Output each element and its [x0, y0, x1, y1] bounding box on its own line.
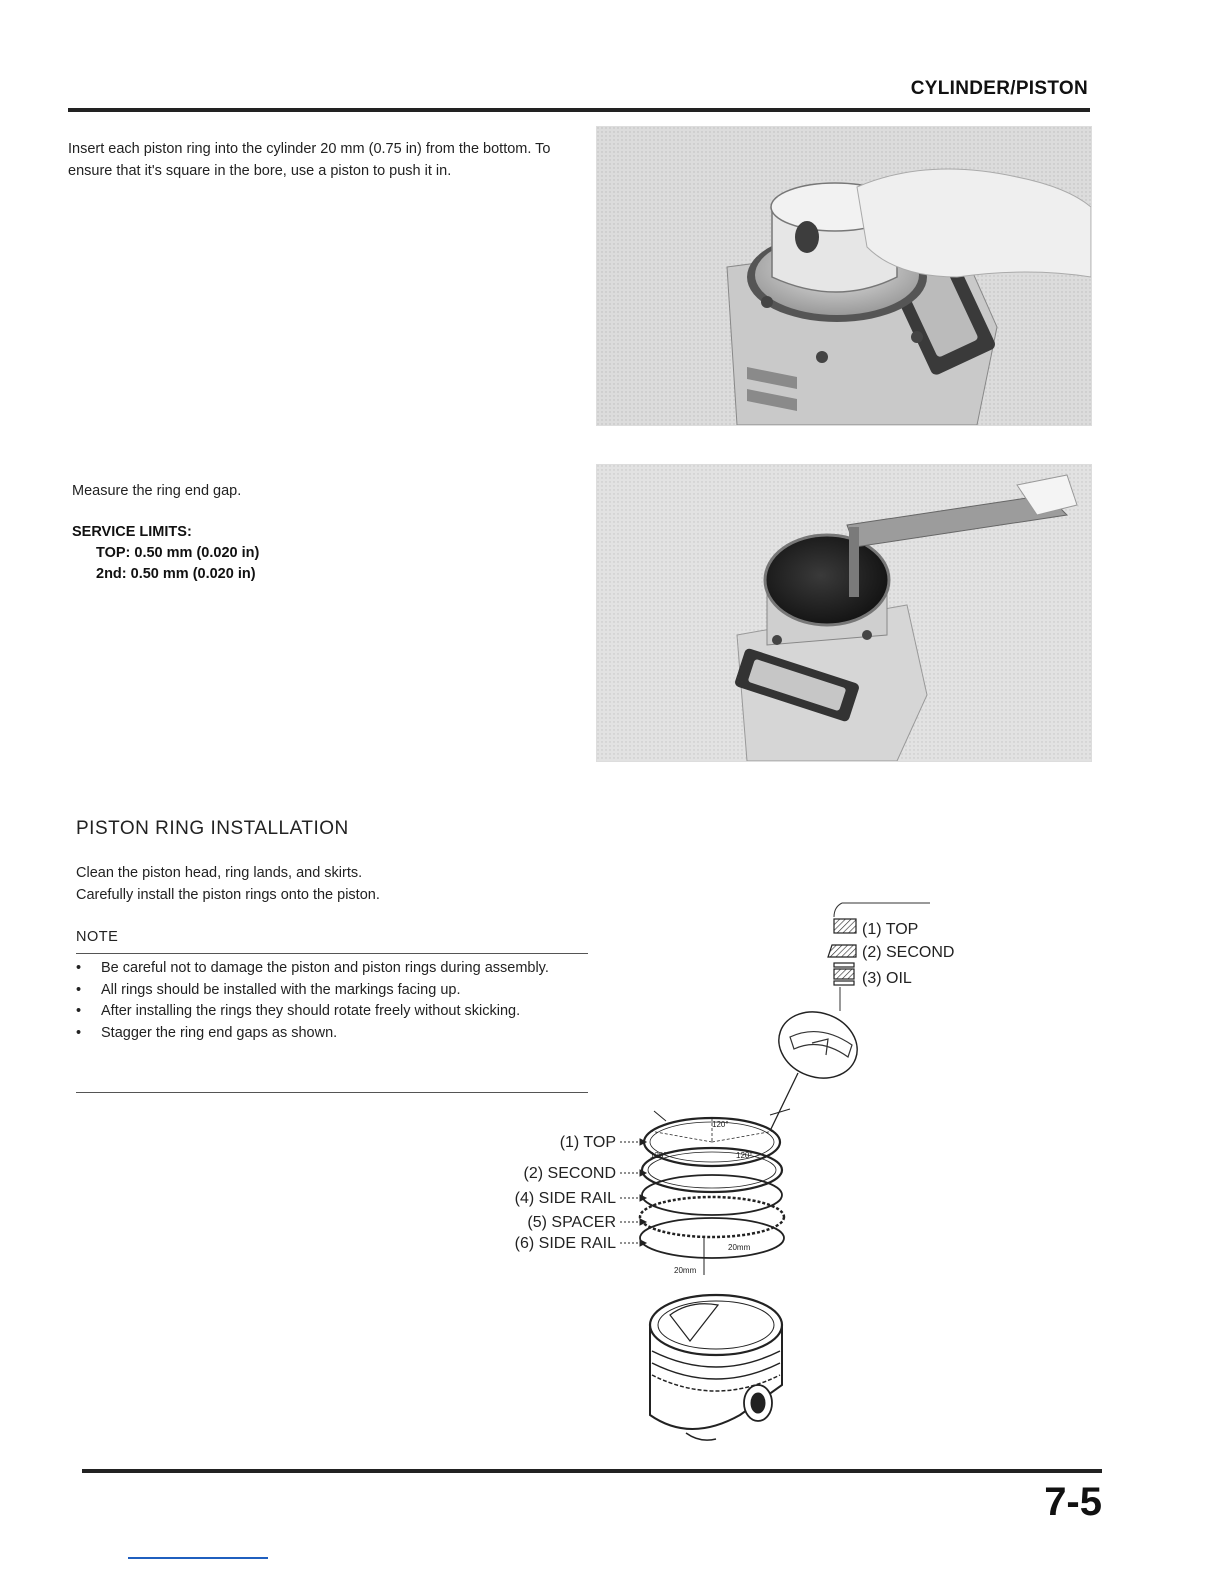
- ring-label-side-rail-upper: (4) SIDE RAIL: [514, 1190, 616, 1207]
- installation-line-install: Carefully install the piston rings onto the piston.: [76, 887, 380, 903]
- upper-side-rail: [642, 1175, 782, 1215]
- ring-stack-labels: [515, 1134, 646, 1252]
- page-header-title: CYLINDER/PISTON: [910, 78, 1088, 99]
- ring-label-second: (2) SECOND: [523, 1165, 616, 1182]
- piston-illustration: [650, 1295, 782, 1440]
- note-item: • Be careful not to damage the piston and piston rings during assembly.: [76, 958, 591, 980]
- rail-gap-distance-lower: 20mm: [674, 1266, 697, 1275]
- spacer-ring: [640, 1197, 784, 1237]
- scan-artifact-line: [128, 1557, 268, 1559]
- note-label: NOTE: [76, 929, 119, 945]
- gap-angle-top: 120°: [712, 1120, 729, 1129]
- photo-piston-pushing-ring: [596, 126, 1092, 426]
- ring-insert-instruction: Insert each piston ring into the cylinder 20 mm (0.75 in) from the bottom. To ensure that it's square in the bore, use a piston to push it in.: [68, 141, 551, 179]
- service-limit-top: TOP: 0.50 mm (0.020 in): [96, 545, 260, 561]
- service-limit-second: 2nd: 0.50 mm (0.020 in): [96, 566, 256, 582]
- ring-marking-detail: [769, 1001, 866, 1131]
- photo-feeler-gauge-measurement: [596, 464, 1092, 762]
- footer-divider: [82, 1469, 1102, 1473]
- ring-label-top: (1) TOP: [559, 1134, 616, 1151]
- top-ring-section-icon: [834, 919, 856, 933]
- piston-ring-stack: [640, 1109, 790, 1275]
- legend-second-label: (2) SECOND: [862, 944, 955, 961]
- ring-label-spacer: (5) SPACER: [527, 1214, 616, 1231]
- legend-top-label: (1) TOP: [862, 921, 919, 938]
- gap-angle-right: 120°: [736, 1151, 753, 1160]
- gap-angle-left: 120°: [650, 1151, 667, 1160]
- ring-gap-instruction: Measure the ring end gap.: [72, 483, 242, 499]
- piston-ring-diagram: [490, 895, 1010, 1455]
- header-divider: [68, 108, 1090, 112]
- rail-gap-distance-upper: 20mm: [728, 1243, 751, 1252]
- legend-oil-label: (3) OIL: [862, 970, 912, 987]
- service-limits-title: SERVICE LIMITS:: [72, 524, 192, 540]
- service-limits: [72, 522, 259, 585]
- ring-label-side-rail-lower: (6) SIDE RAIL: [514, 1235, 616, 1252]
- note-item: • All rings should be installed with the markings facing up.: [76, 980, 591, 1002]
- section-title-piston-ring-installation: PISTON RING INSTALLATION: [76, 818, 349, 839]
- note-item: • Stagger the ring end gaps as shown.: [76, 1023, 591, 1045]
- page-number: 7-5: [1044, 1480, 1102, 1524]
- note-item: • After installing the rings they should rotate freely without skicking.: [76, 1001, 591, 1023]
- second-ring-section-icon: [828, 945, 856, 957]
- lower-side-rail: [640, 1218, 784, 1258]
- ring-cross-section-legend: [828, 903, 954, 1011]
- oil-ring-section-icon: [834, 969, 854, 979]
- installation-line-clean: Clean the piston head, ring lands, and skirts.: [76, 865, 363, 881]
